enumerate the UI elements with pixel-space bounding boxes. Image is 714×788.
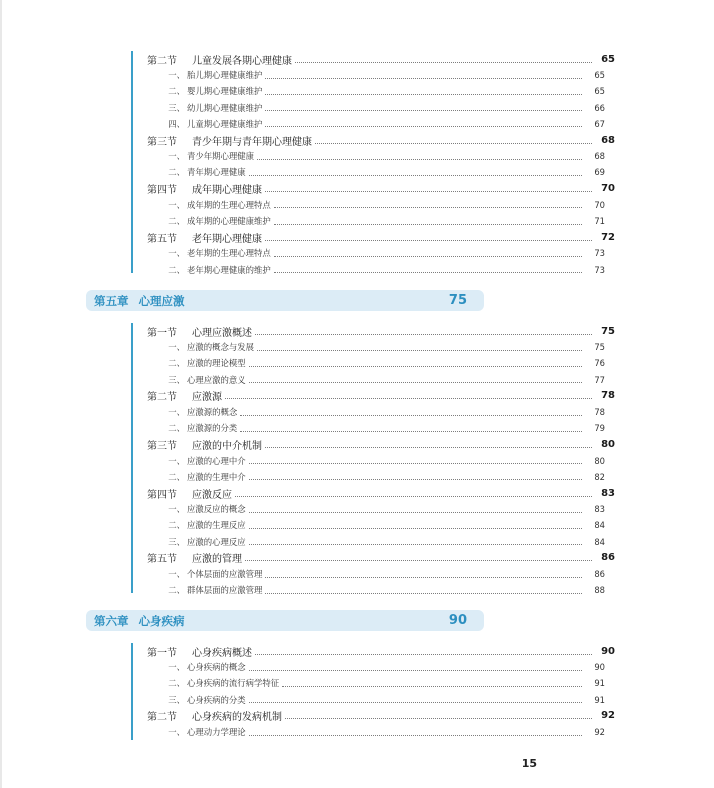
toc-section-entry[interactable]	[0, 708, 714, 724]
entry-title: 应激源的概念	[187, 407, 238, 417]
dot-leader	[265, 126, 582, 127]
dot-leader	[295, 62, 592, 63]
dot-leader	[249, 512, 582, 513]
entry-number: 一、	[168, 151, 185, 162]
dot-leader	[265, 78, 582, 79]
dot-leader	[257, 159, 582, 160]
toc-subsection-entry[interactable]	[0, 534, 704, 550]
entry-number: 第二节	[147, 392, 177, 404]
dot-leader	[249, 544, 582, 545]
toc-section-entry[interactable]	[0, 229, 714, 245]
entry-page: 69	[594, 167, 605, 178]
dot-leader	[255, 334, 592, 335]
entry-title: 青年期心理健康	[187, 167, 246, 178]
entry-number: 二、	[168, 86, 185, 97]
chapter-page: 75	[448, 293, 467, 308]
dot-leader	[282, 686, 582, 687]
entry-page: 84	[594, 536, 605, 547]
entry-page: 73	[594, 248, 605, 259]
entry-number: 一、	[168, 407, 185, 417]
entry-number: 二、	[168, 216, 185, 226]
entry-page: 70	[601, 183, 615, 195]
dot-leader	[235, 496, 592, 497]
dot-leader	[249, 366, 582, 367]
toc-subsection-entry[interactable]	[0, 262, 704, 278]
chapter-page: 90	[448, 613, 467, 628]
dot-leader	[249, 735, 582, 736]
entry-title: 应激反应的概念	[187, 504, 246, 515]
toc-subsection-entry[interactable]	[0, 355, 704, 371]
dot-leader	[249, 463, 582, 464]
entry-page: 86	[601, 552, 615, 564]
dot-leader	[265, 110, 582, 111]
entry-title: 老年期的生理心理特点	[187, 248, 271, 259]
entry-title: 青少年期与青年期心理健康	[192, 136, 312, 148]
entry-page: 73	[594, 264, 605, 275]
entry-page: 75	[594, 342, 605, 353]
entry-title: 心理动力学理论	[187, 727, 246, 737]
entry-title: 心身疾病概述	[192, 647, 252, 659]
toc-subsection-entry[interactable]	[0, 372, 704, 388]
entry-title: 心身疾病的概念	[187, 662, 246, 673]
entry-page: 92	[594, 727, 605, 737]
entry-page: 82	[594, 471, 605, 482]
entry-title: 应激的理论模型	[187, 358, 246, 369]
toc-subsection-entry[interactable]	[0, 213, 704, 229]
toc-section-entry[interactable]	[0, 643, 714, 659]
entry-page: 65	[594, 70, 605, 81]
toc-section-entry[interactable]	[0, 181, 714, 197]
dot-leader	[265, 191, 592, 192]
entry-title: 成年期心理健康	[192, 185, 262, 197]
entry-page: 72	[601, 231, 615, 243]
entry-page: 68	[601, 134, 615, 146]
entry-page: 90	[601, 645, 615, 657]
dot-leader	[315, 143, 592, 144]
entry-number: 一、	[168, 569, 185, 579]
toc-subsection-entry[interactable]	[0, 83, 704, 99]
toc-subsection-entry[interactable]	[0, 469, 704, 485]
entry-title: 成年期的生理心理特点	[187, 199, 271, 210]
entry-title: 应激反应	[192, 489, 232, 501]
entry-number: 三、	[168, 102, 185, 113]
entry-number: 第一节	[147, 647, 177, 659]
entry-title: 儿童发展各期心理健康	[192, 55, 292, 67]
dot-leader	[249, 670, 582, 671]
entry-page: 75	[601, 325, 615, 337]
dot-leader	[249, 382, 582, 383]
toc-subsection-entry[interactable]	[0, 100, 704, 116]
entry-number: 第五节	[147, 554, 177, 566]
chapter-title: 心身疾病	[138, 613, 185, 628]
entry-page: 83	[594, 504, 605, 515]
entry-page: 79	[594, 423, 605, 434]
entry-page: 78	[601, 390, 615, 402]
entry-number: 二、	[168, 520, 185, 531]
entry-title: 应激的管理	[192, 554, 242, 566]
toc-section-entry[interactable]	[0, 550, 714, 566]
chapter-heading-6[interactable]	[86, 610, 484, 631]
entry-page: 84	[594, 520, 605, 531]
toc-section-entry[interactable]	[0, 132, 714, 148]
entry-page: 68	[594, 151, 605, 162]
entry-number: 一、	[168, 455, 185, 466]
entry-number: 第五节	[147, 233, 177, 245]
entry-number: 三、	[168, 694, 185, 705]
entry-page: 91	[594, 694, 605, 705]
toc-subsection-entry[interactable]	[0, 197, 704, 213]
entry-page: 67	[594, 118, 605, 129]
entry-number: 三、	[168, 374, 185, 385]
entry-number: 二、	[168, 471, 185, 482]
dot-leader	[265, 447, 592, 448]
entry-title: 老年期心理健康	[192, 233, 262, 245]
entry-number: 第二节	[147, 712, 177, 724]
entry-number: 一、	[168, 342, 185, 353]
dot-leader	[265, 94, 582, 95]
entry-title: 婴儿期心理健康维护	[187, 86, 263, 97]
entry-page: 86	[594, 569, 605, 579]
entry-page: 80	[594, 455, 605, 466]
entry-number: 第三节	[147, 136, 177, 148]
dot-leader	[274, 256, 582, 257]
entry-page: 66	[594, 102, 605, 113]
toc-section-entry[interactable]	[0, 323, 714, 339]
entry-page: 80	[601, 438, 615, 450]
entry-page: 78	[594, 407, 605, 417]
entry-number: 一、	[168, 199, 185, 210]
entry-number: 二、	[168, 167, 185, 178]
dot-leader	[274, 207, 582, 208]
page-number: 15	[521, 757, 537, 770]
entry-title: 应激的心理中介	[187, 455, 246, 466]
toc-subsection-entry[interactable]	[0, 420, 704, 436]
dot-leader	[265, 577, 582, 578]
dot-leader	[240, 415, 582, 416]
entry-title: 应激的生理反应	[187, 520, 246, 531]
entry-number: 一、	[168, 70, 185, 81]
entry-page: 90	[594, 662, 605, 673]
entry-number: 第一节	[147, 327, 177, 339]
toc-subsection-entry[interactable]	[0, 582, 704, 598]
entry-page: 77	[594, 374, 605, 385]
chapter-title: 心理应激	[138, 293, 185, 308]
entry-title: 心身疾病的分类	[187, 694, 246, 705]
dot-leader	[255, 654, 592, 655]
dot-leader	[249, 479, 582, 480]
entry-number: 第三节	[147, 440, 177, 452]
entry-page: 71	[594, 216, 605, 226]
toc-subsection-entry[interactable]	[0, 724, 704, 740]
toc-subsection-entry[interactable]	[0, 501, 704, 517]
toc-subsection-entry[interactable]	[0, 404, 704, 420]
entry-number: 第四节	[147, 489, 177, 501]
toc-subsection-entry[interactable]	[0, 517, 704, 533]
entry-page: 70	[594, 199, 605, 210]
toc-subsection-entry[interactable]	[0, 659, 704, 675]
entry-title: 应激的心理反应	[187, 536, 246, 547]
entry-number: 二、	[168, 423, 185, 434]
entry-number: 一、	[168, 248, 185, 259]
toc-subsection-entry[interactable]	[0, 566, 704, 582]
entry-title: 儿童期心理健康维护	[187, 118, 263, 129]
entry-page: 88	[594, 585, 605, 596]
toc-subsection-entry[interactable]	[0, 148, 704, 164]
entry-number: 第四节	[147, 185, 177, 197]
entry-title: 应激的生理中介	[187, 471, 246, 482]
entry-number: 二、	[168, 264, 185, 275]
toc-subsection-entry[interactable]	[0, 675, 704, 691]
dot-leader	[265, 593, 582, 594]
entry-title: 青少年期心理健康	[187, 151, 254, 162]
entry-number: 一、	[168, 727, 185, 737]
entry-page: 91	[594, 678, 605, 689]
entry-number: 二、	[168, 358, 185, 369]
toc-subsection-entry[interactable]	[0, 116, 704, 132]
dot-leader	[265, 240, 592, 241]
entry-title: 心理应激的意义	[187, 374, 246, 385]
entry-number: 第二节	[147, 55, 177, 67]
entry-number: 四、	[168, 118, 185, 129]
entry-title: 应激的概念与发展	[187, 342, 254, 353]
dot-leader	[249, 528, 582, 529]
entry-title: 应激的中介机制	[192, 440, 262, 452]
entry-title: 心身疾病的发病机制	[192, 712, 282, 724]
toc-subsection-entry[interactable]	[0, 692, 704, 708]
entry-page: 83	[601, 487, 615, 499]
entry-title: 胎儿期心理健康维护	[187, 70, 263, 81]
toc-subsection-entry[interactable]	[0, 164, 704, 180]
dot-leader	[285, 718, 592, 719]
entry-page: 92	[601, 710, 615, 722]
toc-section-entry[interactable]	[0, 388, 714, 404]
entry-page: 65	[594, 86, 605, 97]
entry-title: 老年期心理健康的维护	[187, 264, 271, 275]
chapter-heading-5[interactable]	[86, 290, 484, 311]
entry-title: 成年期的心理健康维护	[187, 216, 271, 226]
entry-number: 一、	[168, 662, 185, 673]
dot-leader	[274, 224, 582, 225]
entry-number: 二、	[168, 585, 185, 596]
dot-leader	[257, 350, 582, 351]
entry-number: 二、	[168, 678, 185, 689]
toc-subsection-entry[interactable]	[0, 453, 704, 469]
entry-title: 应激源的分类	[187, 423, 238, 434]
entry-title: 幼儿期心理健康维护	[187, 102, 263, 113]
entry-title: 群体层面的应激管理	[187, 585, 263, 596]
entry-page: 76	[594, 358, 605, 369]
toc-subsection-entry[interactable]	[0, 245, 704, 261]
dot-leader	[249, 175, 582, 176]
entry-number: 一、	[168, 504, 185, 515]
chapter-number: 第五章	[94, 293, 129, 308]
toc-section-entry[interactable]	[0, 436, 714, 452]
entry-title: 应激源	[192, 392, 222, 404]
dot-leader	[240, 431, 582, 432]
toc-subsection-entry[interactable]	[0, 67, 704, 83]
entry-page: 65	[601, 53, 615, 65]
dot-leader	[274, 272, 582, 273]
toc-section-entry[interactable]	[0, 51, 714, 67]
chapter-number: 第六章	[94, 613, 129, 628]
entry-title: 个体层面的应激管理	[187, 569, 263, 579]
dot-leader	[245, 560, 592, 561]
dot-leader	[225, 398, 592, 399]
entry-title: 心理应激概述	[192, 327, 252, 339]
toc-subsection-entry[interactable]	[0, 339, 704, 355]
toc-section-entry[interactable]	[0, 485, 714, 501]
entry-title: 心身疾病的流行病学特征	[187, 678, 280, 689]
dot-leader	[249, 702, 582, 703]
entry-number: 三、	[168, 536, 185, 547]
